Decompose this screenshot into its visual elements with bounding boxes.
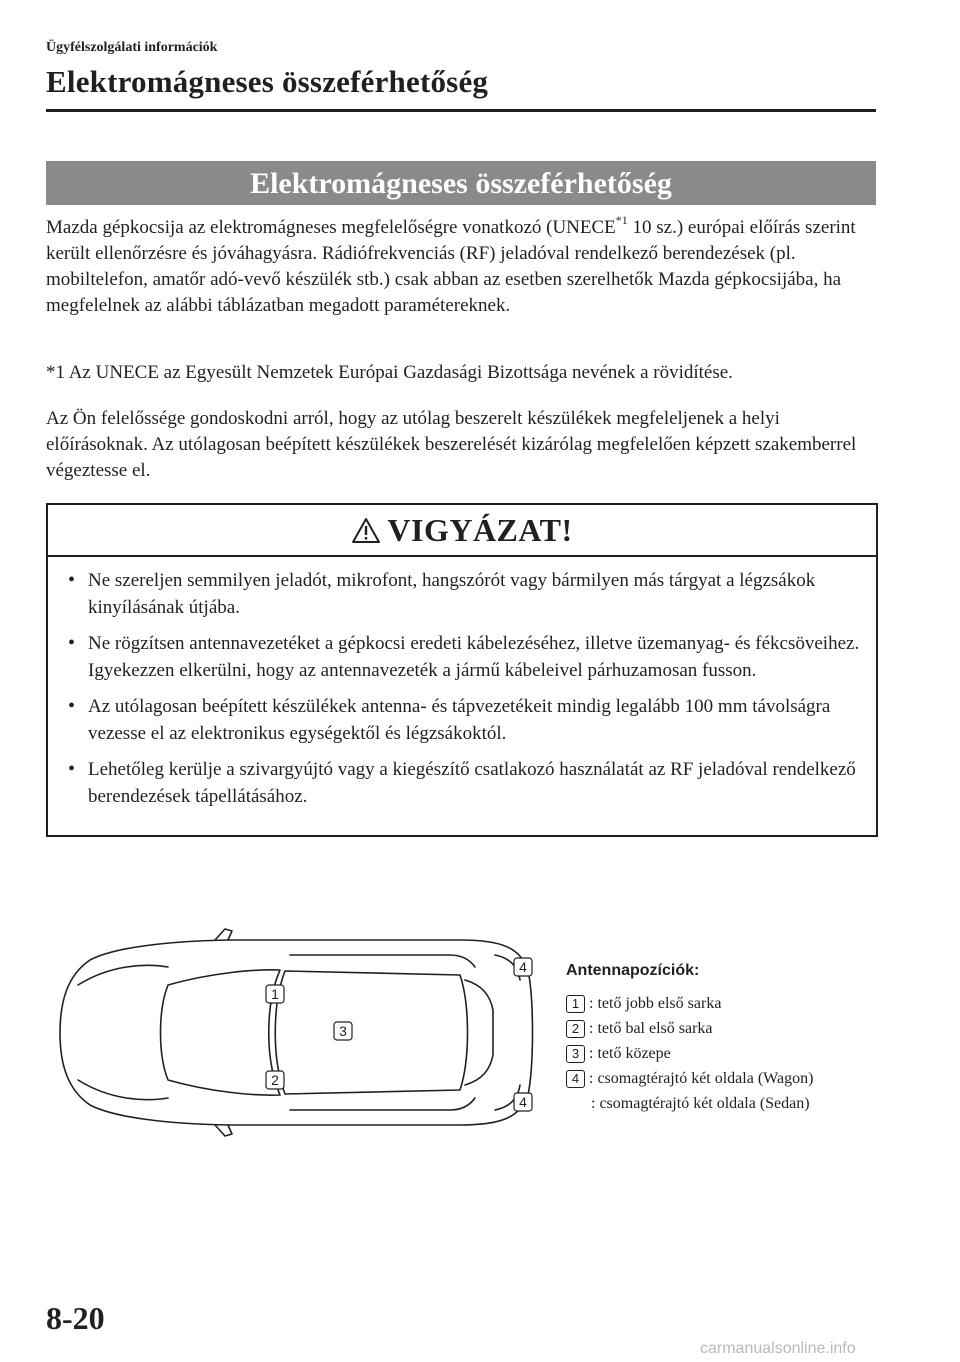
legend-number: 3 (566, 1045, 585, 1063)
marker-2-label: 2 (271, 1072, 279, 1088)
caution-header (48, 505, 876, 557)
legend-number: 2 (566, 1020, 585, 1038)
footnote: *1 Az UNECE az Egyesült Nemzetek Európai Gazdasági Bizottsága nevének a rövidítése. (46, 362, 733, 383)
legend-row (566, 991, 813, 1016)
side-window-bottom (290, 1098, 475, 1110)
legend-row (566, 1091, 813, 1116)
legend-row (566, 1016, 813, 1041)
intro-paragraph (46, 212, 881, 319)
rear-window (465, 980, 493, 1085)
warning-triangle-icon (351, 517, 381, 544)
intro-text-end: 10 sz.) európai előírás szerint került ellenőrzésre és jóváhagyásra. Rádiófrekvenciás (RF) jeladóval rendelkező berendezések (pl. mobiltelefon, amatőr adó-vevő készülék stb.) csak abban az esetben szerelhetők Mazda gépkocsijába, ha megfelelnek az alábbi táblázatban megadott paramétereknek. (46, 217, 856, 316)
legend-number: 1 (566, 995, 585, 1013)
legend-row (566, 1041, 813, 1066)
legend-text: : csomagtérajtó két oldala (Wagon) (589, 1069, 814, 1087)
caution-item: • Ne rögzítsen antennavezetéket a gépkocsi eredeti kábelezéséhez, illetve üzemanyag- és fékcsöveihez. Igyekezzen elkerülni, hogy az antennavezeték a jármű kábeleivel párhuzamosan fusson. (62, 630, 862, 684)
hood-line-top (78, 965, 168, 985)
windshield (161, 970, 281, 1095)
roof-outline (275, 971, 467, 1094)
legend-title: Antennapozíciók: (566, 962, 700, 979)
watermark: carmanualsonline.info (700, 1340, 856, 1357)
caution-list (48, 557, 876, 810)
legend-text: : tető jobb első sarka (589, 994, 722, 1012)
responsibility-paragraph: Az Ön felelőssége gondoskodni arról, hogy az utólag beszerelt készülékek megfeleljenek a helyi előírásoknak. Az utólagosan beépített készülékek beszerelését kizárólag megfelelően képzett szakemberrel végeztesse el. (46, 408, 857, 481)
marker-3-label: 3 (339, 1023, 347, 1039)
legend-row (566, 1066, 813, 1091)
caution-title: VIGYÁZAT! (387, 511, 573, 548)
section-banner: Elektromágneses összeférhetőség (46, 161, 876, 205)
marker-4-top-label: 4 (519, 959, 527, 975)
legend-text: : tető bal első sarka (589, 1019, 713, 1037)
caution-item: • Lehetőleg kerülje a szivargyújtó vagy a kiegészítő csatlakozó használatát az RF jeladóval rendelkező berendezések tápellátásához. (62, 756, 862, 810)
legend-text: : tető közepe (589, 1044, 671, 1062)
marker-1-label: 1 (271, 986, 279, 1002)
breadcrumb: Ügyfélszolgálati információk (46, 40, 218, 55)
car-top-view-illustration (50, 925, 550, 1140)
page-title: Elektromágneses összeférhetőség (46, 64, 489, 99)
marker-4-bottom-label: 4 (519, 1094, 527, 1110)
legend-number: 4 (566, 1070, 585, 1088)
title-divider (46, 109, 876, 112)
left-mirror (215, 929, 232, 940)
caution-item: • Ne szereljen semmilyen jeladót, mikrofont, hangszórót vagy bármilyen más tárgyat a légzsákok kinyílásának útjába. (62, 567, 862, 621)
car-body-outline (60, 940, 533, 1125)
right-mirror (215, 1125, 232, 1136)
hood-line-bottom (78, 1080, 168, 1100)
side-window-top (290, 955, 475, 967)
caution-item: • Az utólagosan beépített készülékek antenna- és tápvezetékeit mindig legalább 100 mm távolságra vezesse el az elektronikus egységektől és légzsákoktól. (62, 693, 862, 747)
legend-text: : csomagtérajtó két oldala (Sedan) (591, 1094, 810, 1112)
intro-text-start: Mazda gépkocsija az elektromágneses megfelelőségre vonatkozó (UNECE (46, 217, 616, 238)
footnote-reference: *1 (615, 212, 628, 227)
page-number: 8-20 (46, 1300, 105, 1336)
caution-box (46, 503, 878, 837)
antenna-legend (566, 962, 813, 1116)
